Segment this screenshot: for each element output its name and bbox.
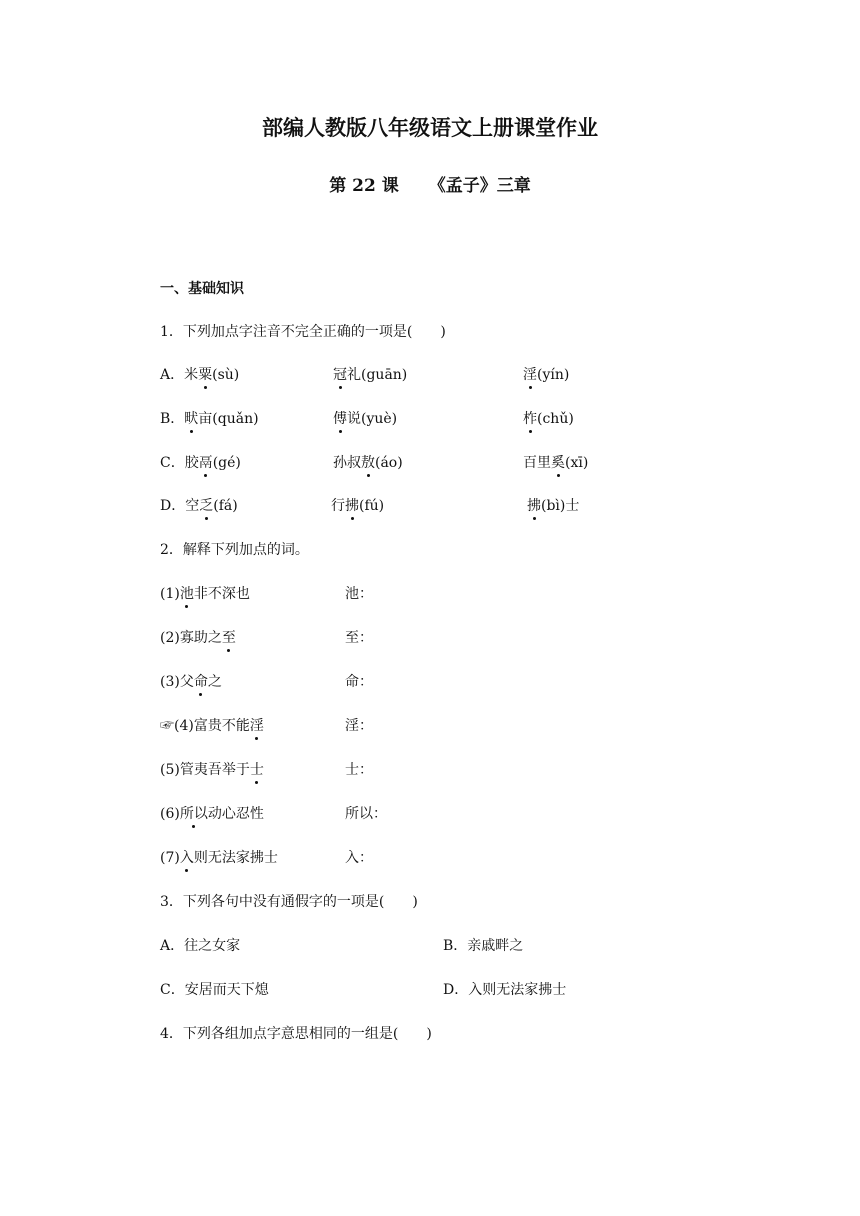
lesson-name: 《孟子》三章 bbox=[428, 176, 531, 196]
q2-item-7-answer-label: 入： bbox=[345, 850, 373, 866]
dotted-char: 至 bbox=[221, 630, 236, 646]
q3-option-d: D．入则无法家拂士 bbox=[443, 982, 567, 998]
dotted-char: 淫 bbox=[523, 367, 537, 383]
dotted-char: 奚 bbox=[551, 455, 565, 471]
q1-option-a-col3: 淫(yín) bbox=[523, 367, 570, 383]
q1-option-a-col1: A．米粟(sù) bbox=[160, 367, 240, 383]
dotted-char: 畎 bbox=[184, 411, 199, 427]
q3-option-c: C．安居而天下熄 bbox=[160, 982, 269, 998]
q2-item-7: (7)入则无法家拂士 bbox=[160, 850, 278, 866]
dotted-char: 敖 bbox=[361, 455, 375, 471]
q2-item-2: (2)寡助之至 bbox=[160, 630, 236, 646]
dotted-char: 拂 bbox=[345, 498, 359, 514]
q1-option-c-col2: 孙叔敖(áo) bbox=[333, 455, 403, 471]
q1-option-b-col3: 柞(chǔ) bbox=[523, 411, 574, 427]
lesson-subtitle bbox=[0, 175, 860, 197]
section-heading: 一、基础知识 bbox=[160, 281, 244, 297]
q3-option-a: A．往之女家 bbox=[160, 938, 241, 954]
dotted-char: 所以 bbox=[179, 806, 208, 822]
question-4-stem: 4．下列各组加点字意思相同的一组是( ) bbox=[160, 1026, 432, 1042]
question-3-stem: 3．下列各句中没有通假字的一项是( ) bbox=[160, 894, 418, 910]
dotted-char: 入 bbox=[179, 850, 194, 866]
q2-item-3-answer-label: 命： bbox=[345, 674, 373, 690]
q1-option-a-col2: 冠礼(guān) bbox=[333, 367, 408, 383]
q2-item-6: (6)所以动心忍性 bbox=[160, 806, 264, 822]
q2-item-1: (1)池非不深也 bbox=[160, 586, 250, 602]
q1-option-b-col2: 傅说(yuè) bbox=[333, 411, 398, 427]
q2-item-4-answer-label: 淫： bbox=[345, 718, 373, 734]
page-title: 部编人教版八年级语文上册课堂作业 bbox=[262, 115, 598, 140]
q3-option-b: B．亲戚畔之 bbox=[443, 938, 524, 954]
dotted-char: 士 bbox=[249, 762, 264, 778]
dotted-char: 池 bbox=[179, 586, 194, 602]
q2-item-2-answer-label: 至： bbox=[345, 630, 373, 646]
dotted-char: 柞 bbox=[523, 411, 537, 427]
q1-option-d-col1: D．空乏(fá) bbox=[160, 498, 238, 514]
q2-item-5: (5)管夷吾举于士 bbox=[160, 762, 264, 778]
q1-option-c-col3: 百里奚(xī) bbox=[523, 455, 589, 471]
q1-option-c-col1: C．胶鬲(gé) bbox=[160, 455, 241, 471]
dotted-char: 鬲 bbox=[198, 455, 213, 471]
q2-item-4: ☞(4)富贵不能淫 bbox=[160, 718, 264, 734]
question-1-stem: 1．下列加点字注音不完全正确的一项是( ) bbox=[160, 324, 446, 340]
dotted-char: 淫 bbox=[249, 718, 264, 734]
dotted-char: 粟 bbox=[198, 367, 213, 383]
dotted-char: 乏 bbox=[199, 498, 214, 514]
q2-item-1-answer-label: 池： bbox=[345, 586, 373, 602]
dotted-char: 拂 bbox=[527, 498, 541, 514]
lesson-number: 第 22 课 bbox=[329, 176, 399, 196]
q2-item-6-answer-label: 所以： bbox=[345, 806, 387, 822]
q2-item-5-answer-label: 士： bbox=[345, 762, 373, 778]
dotted-char: 命 bbox=[193, 674, 208, 690]
dotted-char: 冠 bbox=[333, 367, 347, 383]
q1-option-d-col2: 行拂(fú) bbox=[331, 498, 385, 514]
dotted-char: 傅 bbox=[333, 411, 347, 427]
question-2-stem: 2．解释下列加点的词。 bbox=[160, 542, 309, 558]
q2-item-3: (3)父命之 bbox=[160, 674, 222, 690]
q1-option-b-col1: B．畎亩(quǎn) bbox=[160, 411, 259, 427]
q1-option-d-col3: 拂(bì)士 bbox=[527, 498, 580, 514]
